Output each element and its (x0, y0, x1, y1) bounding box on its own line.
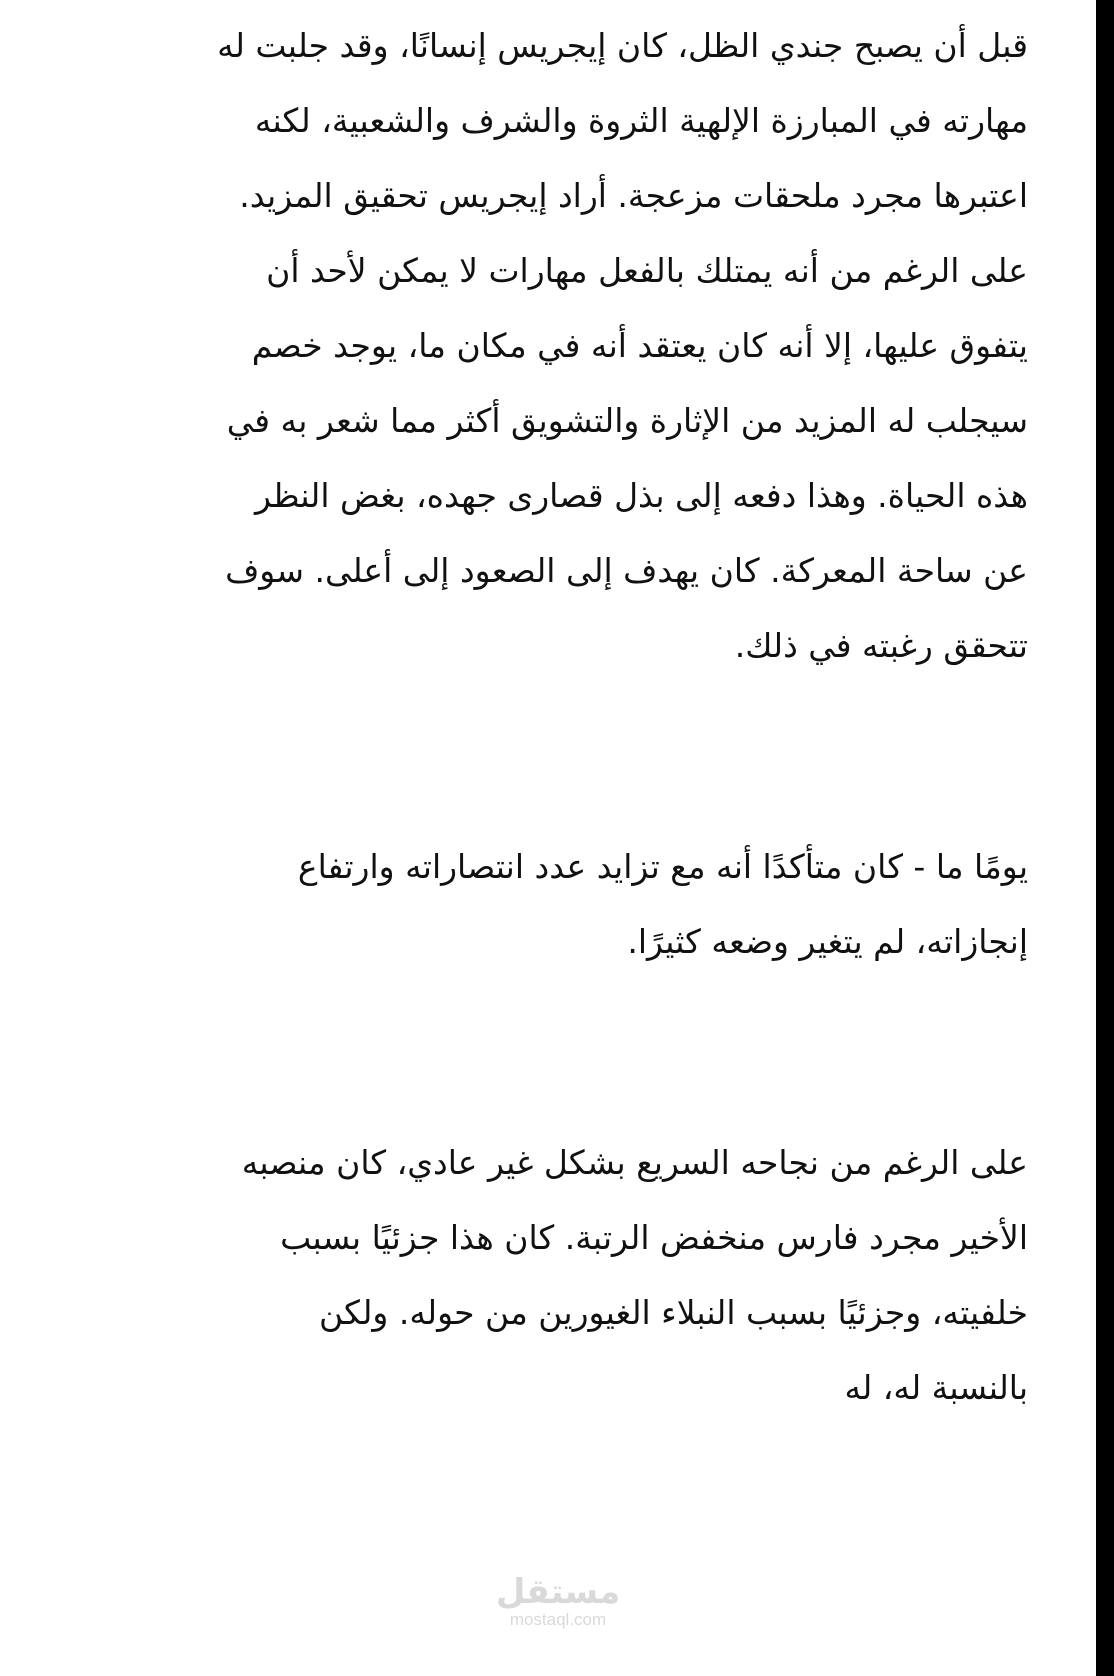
text-line: بالنسبة له، له (844, 1368, 1028, 1407)
text-line: يومًا ما - كان متأكدًا أنه مع تزايد عدد انتصاراته وارتفاع (297, 847, 1028, 886)
document-body (110, 8, 1028, 1425)
screen-edge-bar (1096, 0, 1114, 1676)
paragraph-spacer (110, 683, 1028, 829)
text-line: خلفيته، وجزئيًا بسبب النبلاء الغيورين من حوله. ولكن (319, 1293, 1028, 1332)
text-line: على الرغم من نجاحه السريع بشكل غير عادي، كان منصبه (241, 1143, 1028, 1182)
paragraph-1 (110, 8, 1028, 683)
text-line: عن ساحة المعركة. كان يهدف إلى الصعود إلى أعلى. سوف (225, 551, 1028, 590)
text-line: قبل أن يصبح جندي الظل، كان إيجريس إنسانًا، وقد جلبت له (217, 26, 1028, 65)
text-line: تتحقق رغبته في ذلك. (734, 626, 1028, 665)
text-line: سيجلب له المزيد من الإثارة والتشويق أكثر مما شعر به في (226, 401, 1028, 440)
text-line: مهارته في المبارزة الإلهية الثروة والشرف والشعبية، لكنه (254, 101, 1028, 140)
text-line: اعتبرها مجرد ملحقات مزعجة. أراد إيجريس تحقيق المزيد. (239, 176, 1028, 215)
text-line: إنجازاته، لم يتغير وضعه كثيرًا. (627, 922, 1028, 961)
paragraph-3 (110, 1125, 1028, 1425)
watermark-logo-text: مستقل (495, 1572, 621, 1612)
mostaql-watermark (488, 1574, 628, 1630)
paragraph-spacer (110, 979, 1028, 1125)
text-line: على الرغم من أنه يمتلك بالفعل مهارات لا يمكن لأحد أن (266, 251, 1028, 290)
text-line: هذه الحياة. وهذا دفعه إلى بذل قصارى جهده، بغض النظر (255, 476, 1028, 515)
paragraph-2 (110, 829, 1028, 979)
text-line: يتفوق عليها، إلا أنه كان يعتقد أنه في مكان ما، يوجد خصم (251, 326, 1028, 365)
watermark-domain: mostaql.com (509, 1610, 607, 1629)
text-line: الأخير مجرد فارس منخفض الرتبة. كان هذا جزئيًا بسبب (280, 1218, 1028, 1257)
